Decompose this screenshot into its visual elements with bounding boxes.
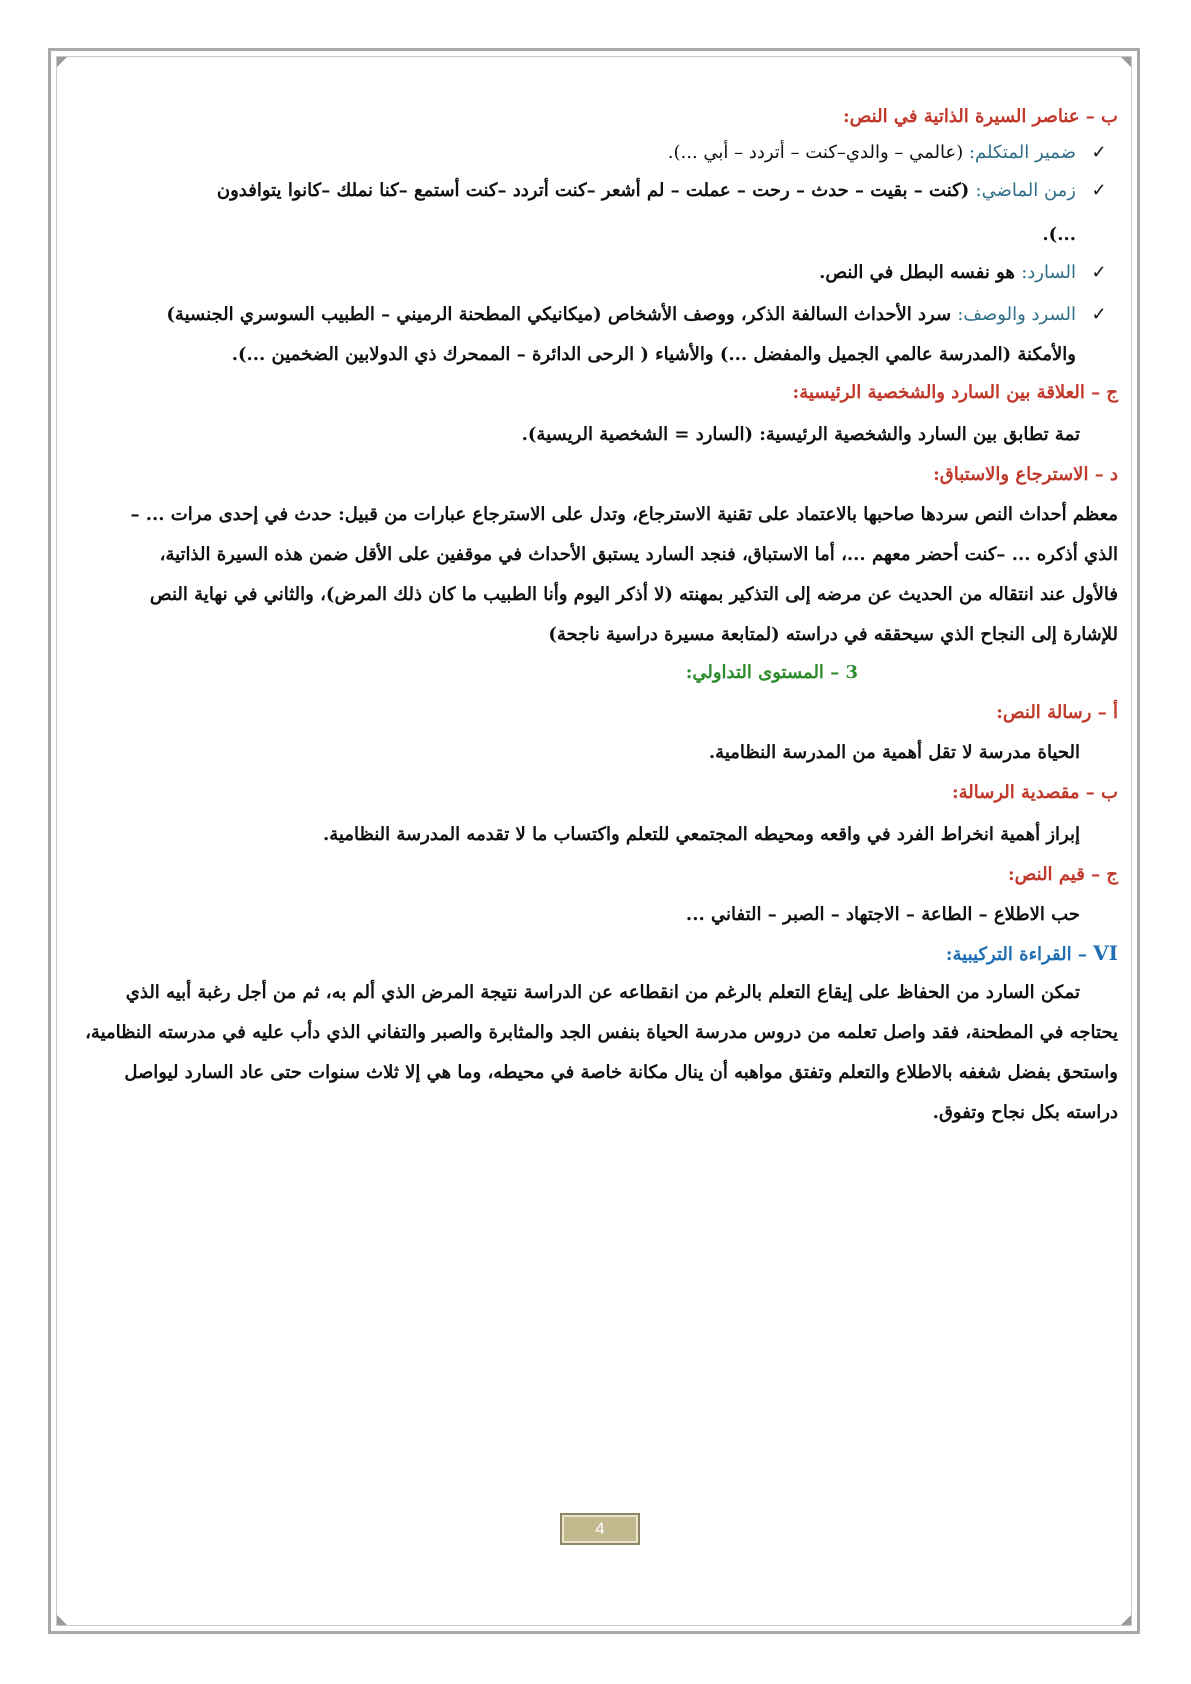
check-icon: ✓: [1091, 142, 1107, 163]
item-label: السارد:: [1021, 262, 1076, 283]
heading-section-vi: [946, 938, 1118, 970]
page-number: 4: [560, 1513, 640, 1545]
paragraph-line: واستحق بفضل شغفه بالاطلاع والتعلم وتفتق مواهبه أن ينال مكانة خاصة في محيطه، وما هي إلا ثلاث سنوات حتى عاد السارد ليواصل: [124, 1062, 1118, 1083]
check-icon: ✓: [1091, 262, 1107, 283]
paragraph-line: تمكن السارد من الحفاظ على إيقاع التعلم بالرغم من انقطاعه عن الدراسة نتيجة المرض الذي ألم به، ثم من أجل رغبة أبيه الذي: [125, 982, 1080, 1003]
section-title: – القراءة التركيبية:: [945, 944, 1094, 965]
paragraph: إبراز أهمية انخراط الفرد في واقعه ومحيطه المجتمعي للتعلم واكتساب ما لا تقدمه المدرسة النظامية.: [322, 824, 1080, 845]
check-icon: ✓: [1091, 180, 1107, 201]
corner-ornament: [1121, 57, 1131, 67]
item-text-continued: ...).: [1042, 224, 1076, 245]
item-label: ضمير المتكلم:: [968, 142, 1076, 163]
bullet-item: [166, 300, 1110, 330]
heading-flashback: د – الاسترجاع والاستباق:: [933, 464, 1118, 485]
section-number: 3: [845, 662, 858, 683]
paragraph-line: فالأول عند انتقاله من الحديث عن مرضه إلى التذكير بمهنته (لا أذكر اليوم وأنا الطبيب ما كان ذلك المرض)، والثاني في نهاية النص: [149, 584, 1118, 605]
bullet-item: [668, 138, 1110, 168]
check-icon: ✓: [1091, 304, 1107, 325]
item-label: زمن الماضي:: [975, 180, 1076, 201]
paragraph: الحياة مدرسة لا تقل أهمية من المدرسة النظامية.: [708, 742, 1080, 763]
heading-text-values: ج – قيم النص:: [1007, 864, 1118, 885]
item-text: سرد الأحداث السالفة الذكر، ووصف الأشخاص (ميكانيكي المطحنة الرميني – الطبيب السوسري الجنسية): [166, 304, 958, 325]
paragraph-line: للإشارة إلى النجاح الذي سيحققه في دراسته (لمتابعة مسيرة دراسية ناجحة): [548, 624, 1118, 645]
item-label: السرد والوصف:: [957, 304, 1076, 325]
heading-message-intent: ب – مقصدية الرسالة:: [952, 782, 1118, 803]
corner-ornament: [57, 1615, 67, 1625]
paragraph: حب الاطلاع – الطاعة – الاجتهاد – الصبر – التفاني ...: [685, 904, 1080, 925]
paragraph-line: يحتاجه في المطحنة، فقد واصل تعلمه من دروس مدرسة الحياة بنفس الجد والمثابرة والصبر والتفاني الذي دأب عليه في مدرسته النظامية،: [85, 1022, 1118, 1043]
bullet-item: [819, 258, 1110, 288]
paragraph-line: الذي أذكره ... –كنت أحضر معهم ...، أما الاستباق، فنجد السارد يستبق الأحداث في موقفين على الأقل ضمن هذه السيرة الذاتية،: [159, 544, 1118, 565]
corner-ornament: [57, 57, 67, 67]
item-text: (كنت – بقيت – حدث – رحت – عملت – لم أشعر –كنت أتردد –كنت أستمع –كنا نملك –كانوا يتوافدون: [216, 180, 976, 201]
heading-narrator-relation: ج – العلاقة بين السارد والشخصية الرئيسية:: [792, 382, 1118, 403]
heading-text-message: أ – رسالة النص:: [996, 702, 1118, 723]
section-number: VI: [1093, 941, 1118, 965]
item-text-continued: والأمكنة (المدرسة عالمي الجميل والمفضل ...) والأشياء ( الرحى الدائرة – الممحرك ذي الدولابين الضخمين ...).: [231, 344, 1076, 365]
heading-autobiography-elements: ب – عناصر السيرة الذاتية في النص:: [842, 106, 1118, 127]
corner-ornament: [1121, 1615, 1131, 1625]
item-text: هو نفسه البطل في النص.: [819, 262, 1022, 283]
paragraph-line: معظم أحداث النص سردها صاحبها بالاعتماد على تقنية الاسترجاع، وتدل على الاسترجاع عبارات من قبيل: حدث في إحدى مرات ... –: [130, 504, 1118, 525]
section-title: – المستوى التداولي:: [685, 662, 846, 683]
heading-level-3: [686, 658, 858, 688]
paragraph-line: دراسته بكل نجاح وتفوق.: [932, 1102, 1118, 1123]
item-text: (عالمي – والدي–كنت – أتردد – أبي ...).: [667, 142, 969, 163]
bullet-item: [217, 176, 1110, 206]
paragraph: تمة تطابق بين السارد والشخصية الرئيسية: (السارد = الشخصية الريسية).: [521, 424, 1080, 445]
